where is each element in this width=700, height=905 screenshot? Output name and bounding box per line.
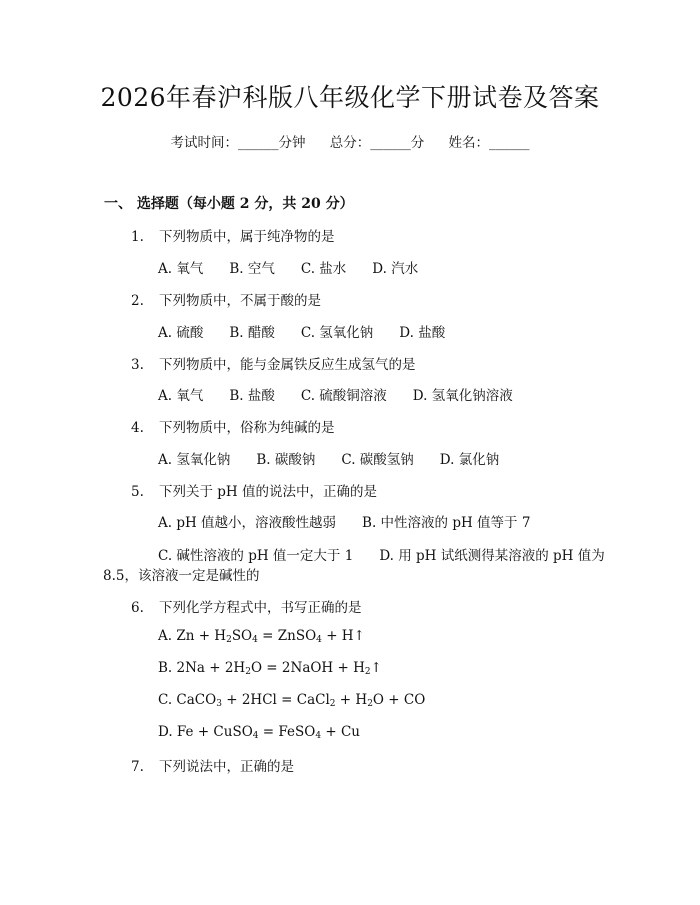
question-number: 5. [131, 484, 144, 500]
eq-subscript: 2 [245, 667, 251, 677]
question-number: 1. [131, 229, 144, 245]
question-number: 4. [131, 420, 144, 436]
eq-subscript: 4 [252, 731, 259, 741]
eq-text: + H↑ [321, 628, 365, 644]
equation-b [158, 660, 382, 677]
option-d: D. 氢氧化钠溶液 [412, 388, 513, 404]
question-1-options [158, 257, 444, 277]
question-5-option-d-continued: 8.5，该溶液一定是碱性的 [103, 568, 260, 584]
eq-text: D. Fe + CuSO [158, 724, 253, 740]
exam-name-field: 姓名：______ [448, 135, 530, 151]
question-text: 下列说法中，正确的是 [159, 759, 294, 775]
option-b: B. 盐酸 [229, 388, 275, 404]
option-c: C. 硫酸铜溶液 [300, 388, 387, 404]
question-3-options [158, 384, 539, 404]
eq-text: SO [231, 628, 253, 644]
option-c: C. 碳酸氢钠 [341, 452, 414, 468]
eq-text: ↑ [370, 660, 382, 676]
option-a: A. 氧气 [158, 261, 204, 277]
question-7 [131, 755, 294, 775]
option-b: B. 空气 [229, 261, 275, 277]
eq-text: + Cu [321, 724, 360, 740]
question-3 [131, 353, 416, 373]
option-d: D. 盐酸 [399, 325, 446, 341]
question-4 [131, 416, 335, 436]
section-heading: 一、 选择题（每小题 2 分，共 20 分） [104, 196, 354, 212]
eq-subscript: 2 [329, 699, 336, 709]
equation-c [158, 692, 425, 709]
option-d: D. 汽水 [372, 261, 419, 277]
eq-text: + 2HCl = CaCl [221, 692, 330, 708]
eq-text: C. CaCO [158, 692, 217, 708]
option-c: C. 盐水 [300, 261, 347, 277]
exam-time-field: 考试时间：______分钟 [170, 135, 306, 151]
eq-subscript: 3 [216, 699, 222, 709]
option-b: B. 碳酸钠 [256, 452, 316, 468]
question-text: 下列物质中，能与金属铁反应生成氢气的是 [159, 357, 416, 373]
option-a: A. 氧气 [158, 388, 204, 404]
option-c: C. 碱性溶液的 pH 值一定大于 1 [158, 548, 354, 564]
exam-meta [0, 131, 700, 151]
eq-text: O + CO [372, 692, 426, 708]
eq-subscript: 4 [315, 731, 322, 741]
eq-subscript: 2 [364, 667, 371, 677]
question-text: 下列物质中，俗称为纯碱的是 [159, 420, 335, 436]
question-5 [131, 480, 377, 500]
equation-d [158, 724, 360, 741]
question-1 [131, 225, 335, 245]
exam-title: 2026年春沪科版八年级化学下册试卷及答案 [100, 83, 600, 112]
eq-text: = FeSO [258, 724, 316, 740]
option-d: D. 用 pH 试纸测得某溶液的 pH 值为 [379, 548, 605, 564]
question-2 [131, 289, 321, 309]
eq-text: = ZnSO [257, 628, 317, 644]
option-a: A. pH 值越小，溶液酸性越弱 [158, 515, 337, 531]
question-text: 下列关于 pH 值的说法中，正确的是 [159, 484, 377, 500]
question-text: 下列物质中，不属于酸的是 [159, 293, 321, 309]
eq-subscript: 4 [252, 635, 258, 645]
equation-a [158, 628, 365, 645]
question-number: 3. [131, 357, 144, 373]
question-4-options [158, 448, 525, 468]
option-b: B. 中性溶液的 pH 值等于 7 [362, 515, 531, 531]
question-number: 2. [131, 293, 144, 309]
question-5-options-row2 [158, 544, 605, 564]
option-a: A. 硫酸 [158, 325, 204, 341]
option-c: C. 氢氧化钠 [300, 325, 374, 341]
eq-text: A. Zn + H [158, 628, 227, 644]
question-text: 下列物质中，属于纯净物的是 [159, 229, 335, 245]
eq-text: B. 2Na + 2H [158, 660, 246, 676]
exam-score-field: 总分：______分 [329, 135, 425, 151]
question-2-options [158, 321, 471, 341]
eq-subscript: 2 [367, 699, 373, 709]
question-number: 6. [131, 600, 144, 616]
eq-text: + H [335, 692, 368, 708]
question-6 [131, 596, 362, 616]
option-b: B. 醋酸 [229, 325, 275, 341]
question-5-options-row1 [158, 511, 556, 531]
option-a: A. 氢氧化钠 [158, 452, 231, 468]
question-text: 下列化学方程式中，书写正确的是 [159, 600, 362, 616]
eq-subscript: 4 [316, 635, 322, 645]
eq-text: O = 2NaOH + H [250, 660, 365, 676]
option-d: D. 氯化钠 [439, 452, 500, 468]
eq-subscript: 2 [226, 635, 232, 645]
question-number: 7. [131, 759, 144, 775]
